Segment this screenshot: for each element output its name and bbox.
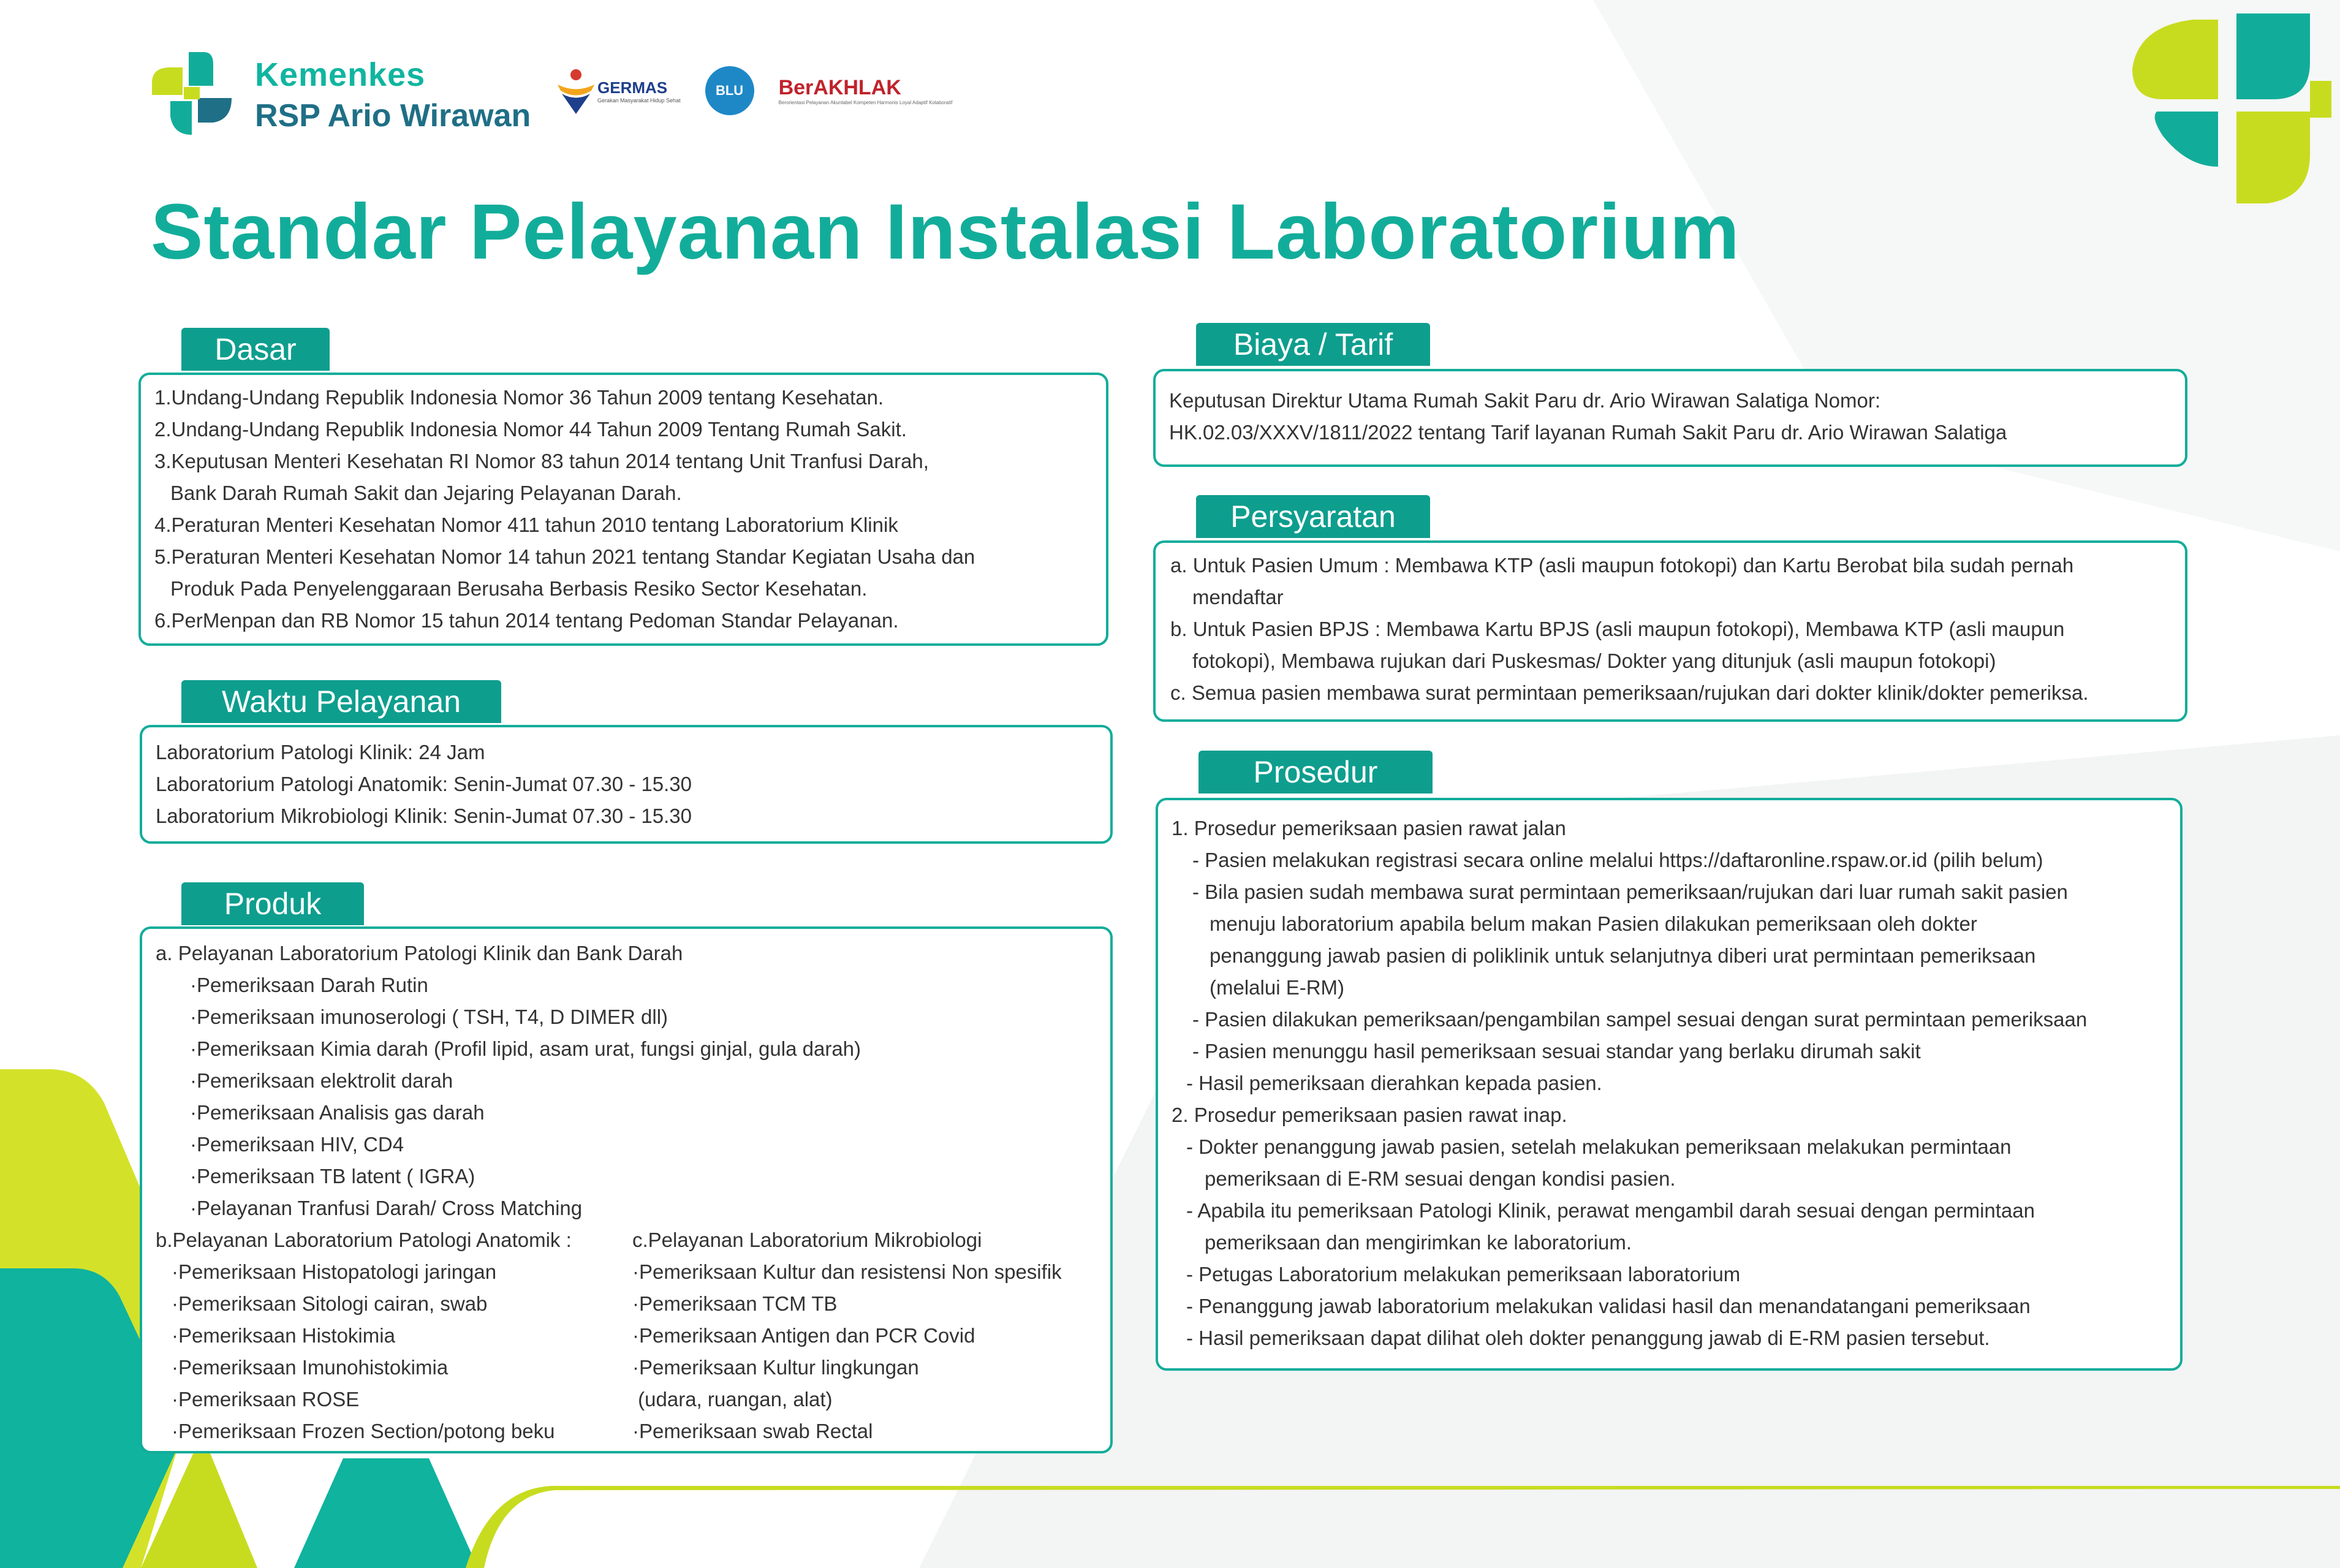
list-item: ·Pemeriksaan ROSE [172,1388,360,1411]
list-item: ·Pemeriksaan TCM TB [632,1292,838,1315]
list-item: ·Pemeriksaan TB latent ( IGRA) [190,1165,475,1187]
list-item: pemeriksaan di E-RM sesuai dengan kondisi pasien. [1205,1167,1676,1190]
prosedur-content [1172,812,2087,1354]
list-item: - Pasien menunggu hasil pemeriksaan sesuai standar yang berlaku dirumah sakit [1192,1040,1921,1062]
waktu-tab: Waktu Pelayanan [181,680,501,723]
list-item: - Apabila itu pemeriksaan Patologi Klinik, perawat mengambil darah sesuai dengan permintaan [1186,1199,2035,1222]
section-title: a. Pelayanan Laboratorium Patologi Klinik dan Bank Darah [156,942,683,964]
list-item: ·Pemeriksaan imunoserologi ( TSH, T4, D DIMER dll) [190,1006,668,1028]
kemenkes-logo-icon [146,49,238,141]
list-item: Produk Pada Penyelenggaraan Berusaha Berbasis Resiko Sector Kesehatan. [170,577,868,600]
brand-logo [146,49,531,141]
list-item: ·Pemeriksaan elektrolit darah [190,1069,453,1092]
list-item: a. Untuk Pasien Umum : Membawa KTP (asli maupun fotokopi) dan Kartu Berobat bila sudah pernah [1170,554,2074,577]
list-item: 5.Peraturan Menteri Kesehatan Nomor 14 tahun 2021 tentang Standar Kegiatan Usaha dan [154,545,975,568]
persyaratan-tab: Persyaratan [1196,495,1430,538]
list-item: ·Pemeriksaan swab Rectal [632,1420,873,1442]
list-item: - Petugas Laboratorium melakukan pemeriksaan laboratorium [1186,1263,1741,1286]
list-item: ·Pemeriksaan Imunohistokimia [172,1356,449,1379]
list-item: mendaftar [1192,586,1284,608]
biaya-content [1169,385,2007,449]
produk-c-content [632,1224,1062,1447]
section-title: c.Pelayanan Laboratorium Mikrobiologi [632,1229,982,1251]
list-item: 6.PerMenpan dan RB Nomor 15 tahun 2014 tentang Pedoman Standar Pelayanan. [154,609,899,632]
page-title: Standar Pelayanan Instalasi Laboratorium [151,188,1740,276]
berakhlak-label: BerAKHLAK [778,76,901,99]
germas-label: GERMAS [597,78,668,97]
waktu-content [156,737,692,832]
list-item: 1. Prosedur pemeriksaan pasien rawat jalan [1172,817,1566,839]
persyaratan-content [1170,550,2089,709]
prosedur-tab: Prosedur [1198,751,1433,793]
list-item: - Penanggung jawab laboratorium melakukan validasi hasil dan menandatangani pemeriksaan [1186,1295,2031,1317]
partner-logos [555,66,952,115]
berakhlak-sub-label: Berorientasi Pelayanan Akuntabel Kompeten Harmonis Loyal Adaptif Kolaboratif [778,100,953,105]
section-title: b.Pelayanan Laboratorium Patologi Anatomik : [156,1229,572,1251]
list-item: 1.Undang-Undang Republik Indonesia Nomor 36 Tahun 2009 tentang Kesehatan. [154,386,884,409]
corner-logo-decoration [2126,13,2334,216]
list-item: 4.Peraturan Menteri Kesehatan Nomor 411 tahun 2010 tentang Laboratorium Klinik [154,513,898,536]
list-item: 3.Keputusan Menteri Kesehatan RI Nomor 83 tahun 2014 tentang Unit Tranfusi Darah, [154,450,929,472]
list-item: ·Pemeriksaan Histokimia [172,1324,395,1347]
brand-name: Kemenkes [255,56,426,93]
list-item: pemeriksaan dan mengirimkan ke laboratorium. [1205,1231,1632,1254]
list-item: penanggung jawab pasien di poliklinik untuk selanjutnya diberi urat permintaan pemeriksaan [1210,944,2036,967]
blu-logo: BLU [705,66,754,115]
list-item: HK.02.03/XXXV/1811/2022 tentang Tarif layanan Rumah Sakit Paru dr. Ario Wirawan Salatiga [1169,421,2007,444]
list-item: ·Pemeriksaan Sitologi cairan, swab [172,1292,488,1315]
list-item: ·Pemeriksaan Histopatologi jaringan [172,1260,497,1283]
list-item: (melalui E-RM) [1210,976,1345,999]
list-item: ·Pelayanan Tranfusi Darah/ Cross Matching [190,1197,583,1219]
list-item: 2. Prosedur pemeriksaan pasien rawat inap. [1172,1104,1567,1126]
list-item: Keputusan Direktur Utama Rumah Sakit Paru dr. Ario Wirawan Salatiga Nomor: [1169,389,1880,412]
list-item: ·Pemeriksaan Darah Rutin [190,974,428,996]
biaya-tab: Biaya / Tarif [1196,323,1430,366]
list-item: ·Pemeriksaan Analisis gas darah [190,1101,485,1124]
hospital-name: RSP Ario Wirawan [255,98,531,134]
berakhlak-logo [779,76,953,105]
list-item: - Hasil pemeriksaan dierahkan kepada pasien. [1186,1072,1602,1094]
dasar-content [154,382,975,637]
list-item: 2.Undang-Undang Republik Indonesia Nomor 44 Tahun 2009 Tentang Rumah Sakit. [154,418,907,441]
dasar-tab: Dasar [181,328,330,371]
list-item: - Pasien dilakukan pemeriksaan/pengambilan sampel sesuai dengan surat permintaan pemeriksaan [1192,1008,2088,1031]
list-item: Laboratorium Patologi Anatomik: Senin-Jumat 07.30 - 15.30 [156,773,692,795]
list-item: ·Pemeriksaan Kultur dan resistensi Non spesifik [632,1260,1062,1283]
list-item: ·Pemeriksaan HIV, CD4 [190,1133,404,1156]
list-item: - Bila pasien sudah membawa surat permintaan pemeriksaan/rujukan dari luar rumah sakit pasien [1192,881,2068,903]
list-item: b. Untuk Pasien BPJS : Membawa Kartu BPJS (asli maupun fotokopi), Membawa KTP (asli maupun [1170,618,2065,640]
list-item: - Hasil pemeriksaan dapat dilihat oleh dokter penanggung jawab di E-RM pasien tersebut. [1186,1327,1990,1349]
produk-tab: Produk [181,882,364,925]
list-item: - Pasien melakukan registrasi secara online melalui https://daftaronline.rspaw.or.id (pilih belum) [1192,849,2043,871]
list-item: menuju laboratorium apabila belum makan Pasien dilakukan pemeriksaan oleh dokter [1210,912,1977,935]
list-item: Laboratorium Patologi Klinik: 24 Jam [156,741,485,763]
germas-figure-icon [555,66,597,115]
list-item: Bank Darah Rumah Sakit dan Jejaring Pelayanan Darah. [170,482,682,504]
list-item: fotokopi), Membawa rujukan dari Puskesmas/ Dokter yang ditunjuk (asli maupun fotokopi) [1192,650,1996,672]
germas-logo [555,66,681,115]
list-item: ·Pemeriksaan Frozen Section/potong beku [172,1420,555,1442]
list-item: c. Semua pasien membawa surat permintaan pemeriksaan/rujukan dari dokter klinik/dokter pemeriksa. [1170,681,2089,704]
list-item: Laboratorium Mikrobiologi Klinik: Senin-Jumat 07.30 - 15.30 [156,805,692,827]
list-item: (udara, ruangan, alat) [632,1388,833,1411]
list-item: - Dokter penanggung jawab pasien, setelah melakukan pemeriksaan melakukan permintaan [1186,1135,2012,1158]
list-item: ·Pemeriksaan Kultur lingkungan [632,1356,919,1379]
list-item: ·Pemeriksaan Kimia darah (Profil lipid, asam urat, fungsi ginjal, gula darah) [190,1037,861,1060]
germas-sub-label: Gerakan Masyarakat Hidup Sehat [597,97,681,104]
list-item: ·Pemeriksaan Antigen dan PCR Covid [632,1324,975,1347]
